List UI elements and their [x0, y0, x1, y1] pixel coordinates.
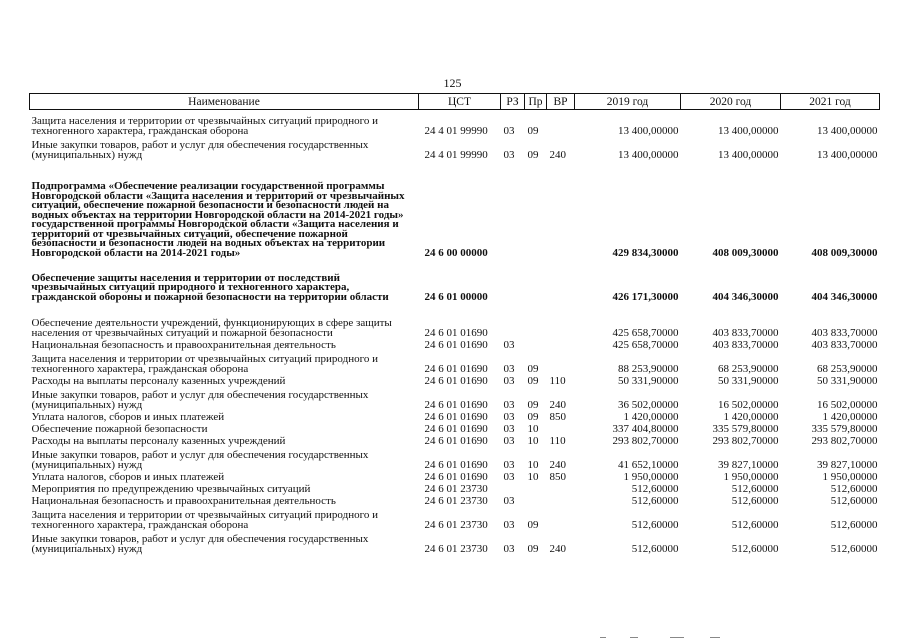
- scan-marks: [600, 630, 750, 638]
- cell-2021: 39 827,10000: [817, 458, 878, 471]
- cell-2019: 293 802,70000: [612, 434, 679, 447]
- cell-pr: 10: [527, 434, 539, 447]
- cell-2021: 16 502,00000: [817, 398, 878, 411]
- cell-pr: 09: [527, 124, 539, 137]
- cell-pr: [525, 160, 547, 258]
- cell-name: Уплата налогов, сборов и иных платежей: [31, 470, 225, 483]
- cell-cst: 24 6 01 01690: [424, 362, 488, 375]
- cell-vr: [547, 494, 575, 506]
- table-row: [30, 530, 880, 554]
- budget-table: [29, 93, 880, 554]
- cell-name: Расходы на выплаты персоналу казенных учреждений: [31, 374, 286, 387]
- cell-name: Подпрограмма «Обеспечение реализации государственной программы Новгородской области «Защита населения и территорий от чрезвычайных ситуаций, обеспечение пожарной безопасности и безопасности людей на водных объектах на территории Новгородской области на 2014-2021 годы» государственной программы Новгородской области «Защита населения и территорий от чрезвычайных ситуаций, обеспечение пожарной безопасности и безопасности людей на водных объектах на территории Новгородской области на 2014-2021 годы»: [31, 180, 405, 259]
- cell-rz: 03: [503, 542, 515, 555]
- table-row: [30, 160, 880, 258]
- table-row: [30, 446, 880, 470]
- cell-2019: 512,60000: [631, 542, 679, 555]
- cell-cst: 24 6 01 00000: [424, 290, 488, 303]
- cell-vr: 240: [549, 398, 566, 411]
- table-body: [30, 110, 880, 555]
- cell-name: Обеспечение защиты населения и территории от последствий чрезвычайных ситуаций природного и техногенного характера, гражданской обороны и пожарной безопасности на территории области: [31, 271, 389, 303]
- cell-pr: 09: [527, 542, 539, 555]
- cell-2020: 335 579,80000: [712, 422, 779, 435]
- table-row: [30, 374, 880, 386]
- cell-name: Иные закупки товаров, работ и услуг для обеспечения государственных (муниципальных) нужд: [31, 449, 369, 471]
- cell-2021: 512,60000: [830, 518, 878, 531]
- cell-name: Иные закупки товаров, работ и услуг для обеспечения государственных (муниципальных) нужд: [31, 533, 369, 555]
- cell-pr: 10: [527, 470, 539, 483]
- cell-name: Национальная безопасность и правоохранительная деятельность: [31, 338, 336, 351]
- cell-2020: 512,60000: [731, 518, 779, 531]
- cell-name: Национальная безопасность и правоохранительная деятельность: [31, 494, 336, 507]
- cell-cst: 24 6 01 23730: [424, 482, 488, 495]
- cell-name: Расходы на выплаты персоналу казенных учреждений: [31, 434, 286, 447]
- cell-vr: 110: [549, 434, 566, 447]
- table-row: [30, 482, 880, 494]
- cell-vr: 240: [549, 458, 566, 471]
- cell-name: Защита населения и территории от чрезвычайных ситуаций природного и техногенного характера, гражданская оборона: [31, 509, 378, 531]
- cell-2020: 403 833,70000: [712, 338, 779, 351]
- cell-2020: 403 833,70000: [712, 326, 779, 339]
- cell-name: Мероприятия по предупреждению чрезвычайных ситуаций: [31, 482, 311, 495]
- cell-2021: 13 400,00000: [817, 124, 878, 137]
- cell-2021: 293 802,70000: [811, 434, 878, 447]
- cell-rz: [501, 160, 525, 258]
- table-row: [30, 302, 880, 338]
- cell-2021: 403 833,70000: [811, 338, 878, 351]
- cell-pr: [525, 494, 547, 506]
- cell-rz: 03: [503, 494, 515, 507]
- cell-pr: 09: [527, 410, 539, 423]
- cell-name: Иные закупки товаров, работ и услуг для обеспечения государственных (муниципальных) нужд: [31, 139, 369, 161]
- cell-pr: [525, 338, 547, 350]
- cell-2020: 50 331,90000: [718, 374, 779, 387]
- table-row: [30, 434, 880, 446]
- cell-vr: 240: [549, 542, 566, 555]
- cell-rz: 03: [503, 410, 515, 423]
- cell-rz: 03: [503, 470, 515, 483]
- column-header-name: Наименование: [30, 94, 419, 110]
- cell-2021: 403 833,70000: [811, 326, 878, 339]
- cell-pr: 10: [527, 422, 539, 435]
- cell-cst: 24 6 01 23730: [424, 542, 488, 555]
- cell-name: Обеспечение пожарной безопасности: [31, 422, 208, 435]
- cell-cst: 24 6 01 01690: [424, 458, 488, 471]
- cell-rz: 03: [503, 458, 515, 471]
- cell-rz: 03: [503, 148, 515, 161]
- cell-rz: 03: [503, 374, 515, 387]
- cell-2020: 13 400,00000: [718, 148, 779, 161]
- cell-cst: 24 4 01 99990: [424, 124, 488, 137]
- cell-2021: 404 346,30000: [811, 290, 878, 303]
- cell-pr: 10: [527, 458, 539, 471]
- cell-name: Уплата налогов, сборов и иных платежей: [31, 410, 225, 423]
- column-header-cst: ЦСТ: [419, 94, 501, 110]
- cell-rz: 03: [503, 422, 515, 435]
- cell-pr: [525, 302, 547, 338]
- cell-vr: 110: [549, 374, 566, 387]
- cell-2019: 512,60000: [631, 518, 679, 531]
- cell-vr: [547, 258, 575, 302]
- cell-2021: 50 331,90000: [817, 374, 878, 387]
- column-header-2019: 2019 год: [575, 94, 681, 110]
- cell-2021: 512,60000: [830, 542, 878, 555]
- cell-2021: 512,60000: [830, 482, 878, 495]
- cell-2019: 429 834,30000: [612, 246, 679, 259]
- cell-2021: 512,60000: [830, 494, 878, 507]
- cell-2021: 13 400,00000: [817, 148, 878, 161]
- cell-vr: 850: [549, 470, 566, 483]
- cell-pr: 09: [527, 148, 539, 161]
- cell-2020: 68 253,90000: [718, 362, 779, 375]
- cell-vr: [547, 482, 575, 494]
- table-row: [30, 258, 880, 302]
- cell-pr: 09: [527, 374, 539, 387]
- cell-vr: [547, 160, 575, 258]
- cell-vr: 240: [549, 148, 566, 161]
- cell-2019: 88 253,90000: [618, 362, 679, 375]
- table-row: [30, 410, 880, 422]
- table-row: [30, 506, 880, 530]
- cell-rz: 03: [503, 124, 515, 137]
- cell-cst: 24 6 01 01690: [424, 470, 488, 483]
- cell-vr: [547, 422, 575, 434]
- page-number: 125: [443, 76, 462, 90]
- cell-cst: 24 6 01 01690: [424, 374, 488, 387]
- cell-name: Защита населения и территории от чрезвычайных ситуаций природного и техногенного характера, гражданская оборона: [31, 115, 378, 137]
- cell-2021: 1 420,00000: [822, 410, 878, 423]
- cell-2020: 1 950,00000: [723, 470, 779, 483]
- cell-name: Обеспечение деятельности учреждений, функционирующих в сфере защиты населения от чрезвычайных ситуаций и пожарной безопасности: [31, 317, 392, 339]
- table-row: [30, 136, 880, 160]
- cell-pr: 09: [527, 398, 539, 411]
- cell-2019: 425 658,70000: [612, 338, 679, 351]
- cell-2019: 512,60000: [631, 494, 679, 507]
- cell-2020: 293 802,70000: [712, 434, 779, 447]
- cell-2019: 1 420,00000: [623, 410, 679, 423]
- cell-name: Защита населения и территории от чрезвычайных ситуаций природного и техногенного характера, гражданская оборона: [31, 353, 378, 375]
- cell-vr: [547, 110, 575, 137]
- cell-pr: [525, 258, 547, 302]
- cell-2020: 512,60000: [731, 542, 779, 555]
- cell-rz: 03: [503, 434, 515, 447]
- cell-2019: 512,60000: [631, 482, 679, 495]
- cell-2020: 408 009,30000: [712, 246, 779, 259]
- cell-2019: 36 502,00000: [618, 398, 679, 411]
- table-header-row: [30, 94, 880, 110]
- cell-cst: 24 6 01 23730: [424, 518, 488, 531]
- cell-2020: 404 346,30000: [712, 290, 779, 303]
- cell-2019: 1 950,00000: [623, 470, 679, 483]
- cell-2019: 426 171,30000: [612, 290, 679, 303]
- cell-2020: 1 420,00000: [723, 410, 779, 423]
- cell-cst: 24 6 01 01690: [424, 398, 488, 411]
- cell-pr: [525, 482, 547, 494]
- cell-cst: 24 6 01 23730: [424, 494, 488, 507]
- table-row: [30, 494, 880, 506]
- cell-cst: 24 6 01 01690: [424, 326, 488, 339]
- cell-2020: 512,60000: [731, 482, 779, 495]
- cell-cst: 24 6 00 00000: [424, 246, 488, 259]
- cell-2019: 50 331,90000: [618, 374, 679, 387]
- cell-rz: [501, 482, 525, 494]
- cell-vr: [547, 506, 575, 530]
- cell-rz: [501, 258, 525, 302]
- cell-2020: 39 827,10000: [718, 458, 779, 471]
- cell-2019: 13 400,00000: [618, 148, 679, 161]
- cell-rz: 03: [503, 398, 515, 411]
- table-row: [30, 470, 880, 482]
- table-row: [30, 422, 880, 434]
- table-row: [30, 350, 880, 374]
- column-header-vr: ВР: [547, 94, 575, 110]
- cell-name: Иные закупки товаров, работ и услуг для обеспечения государственных (муниципальных) нужд: [31, 389, 369, 411]
- cell-cst: 24 6 01 01690: [424, 410, 488, 423]
- cell-pr: 09: [527, 518, 539, 531]
- cell-2021: 1 950,00000: [822, 470, 878, 483]
- cell-vr: [547, 350, 575, 374]
- column-header-2021: 2021 год: [781, 94, 880, 110]
- cell-cst: 24 6 01 01690: [424, 434, 488, 447]
- cell-rz: 03: [503, 338, 515, 351]
- cell-2020: 512,60000: [731, 494, 779, 507]
- cell-2019: 41 652,10000: [618, 458, 679, 471]
- cell-vr: 850: [549, 410, 566, 423]
- column-header-pr: Пр: [525, 94, 547, 110]
- table-row: [30, 386, 880, 410]
- column-header-2020: 2020 год: [681, 94, 781, 110]
- cell-cst: 24 6 01 01690: [424, 422, 488, 435]
- cell-rz: 03: [503, 518, 515, 531]
- cell-2021: 335 579,80000: [811, 422, 878, 435]
- cell-rz: [501, 302, 525, 338]
- table-row: [30, 338, 880, 350]
- cell-vr: [547, 302, 575, 338]
- cell-2019: 13 400,00000: [618, 124, 679, 137]
- cell-2021: 68 253,90000: [817, 362, 878, 375]
- cell-2019: 425 658,70000: [612, 326, 679, 339]
- column-header-rz: РЗ: [501, 94, 525, 110]
- cell-2020: 16 502,00000: [718, 398, 779, 411]
- table-row: [30, 110, 880, 137]
- cell-vr: [547, 338, 575, 350]
- cell-2019: 337 404,80000: [612, 422, 679, 435]
- cell-cst: 24 4 01 99990: [424, 148, 488, 161]
- cell-2020: 13 400,00000: [718, 124, 779, 137]
- cell-rz: 03: [503, 362, 515, 375]
- cell-pr: 09: [527, 362, 539, 375]
- cell-cst: 24 6 01 01690: [424, 338, 488, 351]
- cell-2021: 408 009,30000: [811, 246, 878, 259]
